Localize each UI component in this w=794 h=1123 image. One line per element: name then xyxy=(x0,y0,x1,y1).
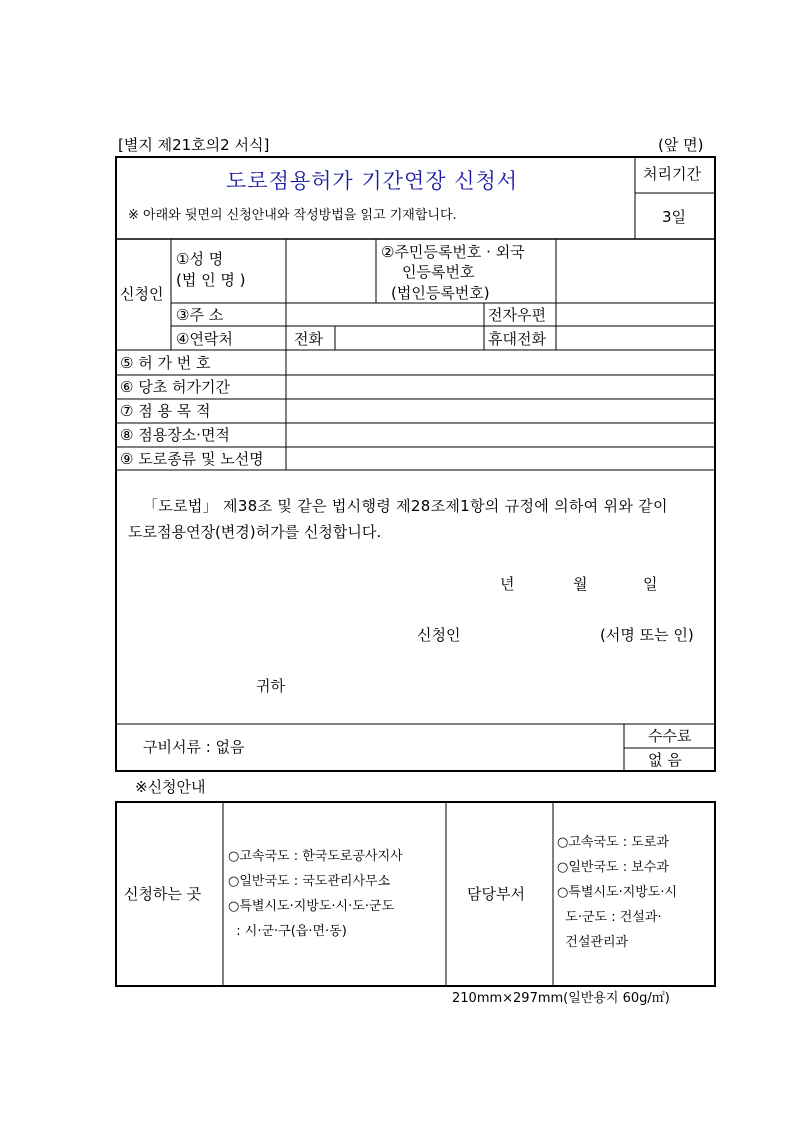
reg-number-input[interactable] xyxy=(558,241,713,301)
statement-line-2: 도로점용연장(변경)허가를 신청합니다. xyxy=(128,523,382,541)
purpose-input[interactable] xyxy=(288,401,713,421)
documents-label: 구비서류 : 없음 xyxy=(143,738,245,756)
dept-item: ○특별시도·지방도·시 xyxy=(557,885,678,900)
signature-applicant-label: 신청인 xyxy=(417,626,461,644)
phone-label: 전화 xyxy=(294,330,323,348)
name-label: ①성 명 xyxy=(176,250,224,268)
dept-item: 건설관리과 xyxy=(557,935,629,950)
fee-label: 수수료 xyxy=(648,727,692,745)
road-type-label: ⑨ 도로종류 및 노선명 xyxy=(120,450,264,468)
processing-label: 처리기간 xyxy=(643,165,701,183)
location-area-input[interactable] xyxy=(288,425,713,445)
mobile-input[interactable] xyxy=(558,328,713,348)
page-side: (앞 면) xyxy=(658,136,704,154)
form-number: [별지 제21호의2 서식] xyxy=(118,136,270,154)
location-area-label: ⑧ 점용장소·면적 xyxy=(120,426,230,444)
statement-line-1: 「도로법」 제38조 및 같은 법시행령 제28조제1항의 규정에 의하여 위와 같이 xyxy=(143,497,668,515)
dept-label: 담당부서 xyxy=(467,885,525,903)
applicant-section-label: 신청인 xyxy=(120,285,164,303)
original-period-label: ⑥ 당초 허가기간 xyxy=(120,378,230,396)
reg-number-label-2: 인등록번호 xyxy=(402,263,475,281)
page-title: 도로점용허가 기간연장 신청서 xyxy=(226,169,519,193)
corp-name-label: (법 인 명 ) xyxy=(176,271,246,289)
email-input[interactable] xyxy=(558,305,713,325)
phone-input[interactable] xyxy=(337,328,482,348)
guide-title: ※신청안내 xyxy=(135,778,206,796)
reg-number-label: ②주민등록번호 · 외국 xyxy=(381,243,525,261)
address-input[interactable] xyxy=(288,305,482,325)
where-item: : 시·군·구(읍·면·동) xyxy=(228,924,347,939)
mobile-label: 휴대전화 xyxy=(488,330,546,348)
dept-item: 도·군도 : 건설과· xyxy=(557,910,662,925)
addressee-label: 귀하 xyxy=(256,677,285,695)
where-label: 신청하는 곳 xyxy=(124,885,202,903)
purpose-label: ⑦ 점 용 목 적 xyxy=(120,402,211,420)
road-type-input[interactable] xyxy=(288,449,713,468)
date-year: 년 xyxy=(500,575,515,593)
address-label: ③주 소 xyxy=(176,306,224,324)
where-item: ○고속국도 : 한국도로공사지사 xyxy=(228,849,403,864)
signature-instruction: (서명 또는 인) xyxy=(600,626,694,644)
permit-number-label: ⑤ 허 가 번 호 xyxy=(120,354,211,372)
where-item: ○일반국도 : 국도관리사무소 xyxy=(228,874,391,889)
date-day: 일 xyxy=(643,575,658,593)
corp-reg-label: (법인등록번호) xyxy=(391,284,490,302)
original-period-input[interactable] xyxy=(288,377,713,397)
permit-number-input[interactable] xyxy=(288,352,713,373)
fee-value: 없 음 xyxy=(648,751,682,769)
dept-item: ○고속국도 : 도로과 xyxy=(557,835,669,850)
name-input[interactable] xyxy=(288,241,374,301)
notice-text: ※ 아래와 뒷면의 신청안내와 작성방법을 읽고 기재합니다. xyxy=(128,208,457,223)
where-item: ○특별시도·지방도·시·도·군도 xyxy=(228,899,395,914)
contact-label: ④연락처 xyxy=(176,330,233,348)
date-month: 월 xyxy=(573,575,588,593)
email-label: 전자우편 xyxy=(488,306,546,324)
paper-spec: 210mm×297mm(일반용지 60g/㎡) xyxy=(452,991,670,1006)
dept-item: ○일반국도 : 보수과 xyxy=(557,860,669,875)
processing-value: 3일 xyxy=(662,208,687,226)
